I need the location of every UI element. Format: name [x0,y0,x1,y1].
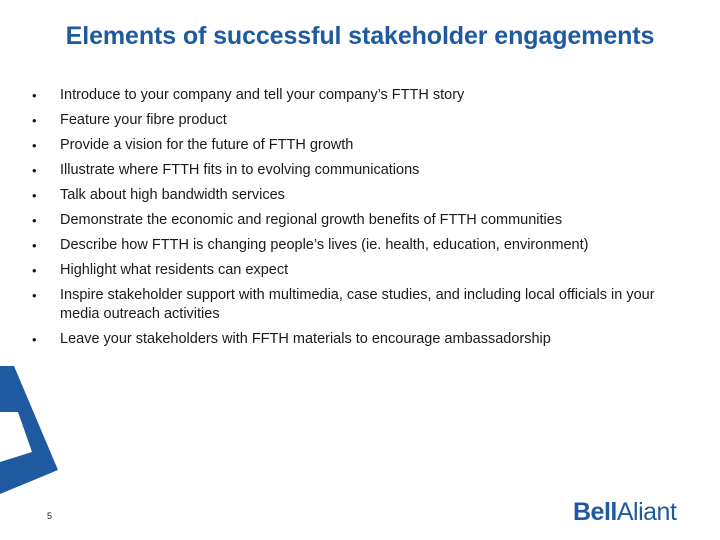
bullet-text: Feature your fibre product [60,112,227,128]
list-item [32,86,692,105]
list-item [32,161,692,180]
bullet-text: Highlight what residents can expect [60,262,289,278]
bullet-text: Leave your stakeholders with FFTH materials to encourage ambassadorship [60,331,551,347]
bullet-dot: • [32,288,37,303]
list-item [32,236,692,255]
bullet-dot: • [32,138,37,153]
list-item [32,211,692,230]
bullet-dot: • [32,188,37,203]
list-item [32,186,692,205]
swoosh-cutout [0,412,32,462]
list-item [32,111,692,130]
swoosh-shape [0,366,58,494]
logo-part-bell: Bell [573,498,617,526]
logo-part-aliant: Aliant [616,498,677,526]
bullet-dot: • [32,332,37,347]
bullet-dot: • [32,88,37,103]
bullet-text: Illustrate where FTTH fits in to evolving communications [60,162,420,178]
bullet-dot: • [32,238,37,253]
page-number: 5 [47,511,53,521]
slide-title: Elements of successful stakeholder engagements [65,22,655,50]
list-item [32,136,692,155]
bullet-text: Provide a vision for the future of FTTH growth [60,137,354,153]
bullet-text: Talk about high bandwidth services [60,187,285,203]
bullet-dot: • [32,113,37,128]
bullet-text: Introduce to your company and tell your company’s FTTH story [60,87,465,103]
bullet-text: Demonstrate the economic and regional growth benefits of FTTH communities [60,212,563,228]
list-item [32,286,692,324]
list-item [32,330,692,349]
bullet-list [32,86,692,355]
bell-aliant-logo [573,498,676,527]
bullet-dot: • [32,263,37,278]
bullet-dot: • [32,163,37,178]
list-item [32,261,692,280]
bullet-text: Describe how FTTH is changing people’s lives (ie. health, education, environment) [60,237,589,253]
bullet-text: Inspire stakeholder support with multimedia, case studies, and including local officials in your media outreach activities [60,287,655,322]
bullet-dot: • [32,213,37,228]
